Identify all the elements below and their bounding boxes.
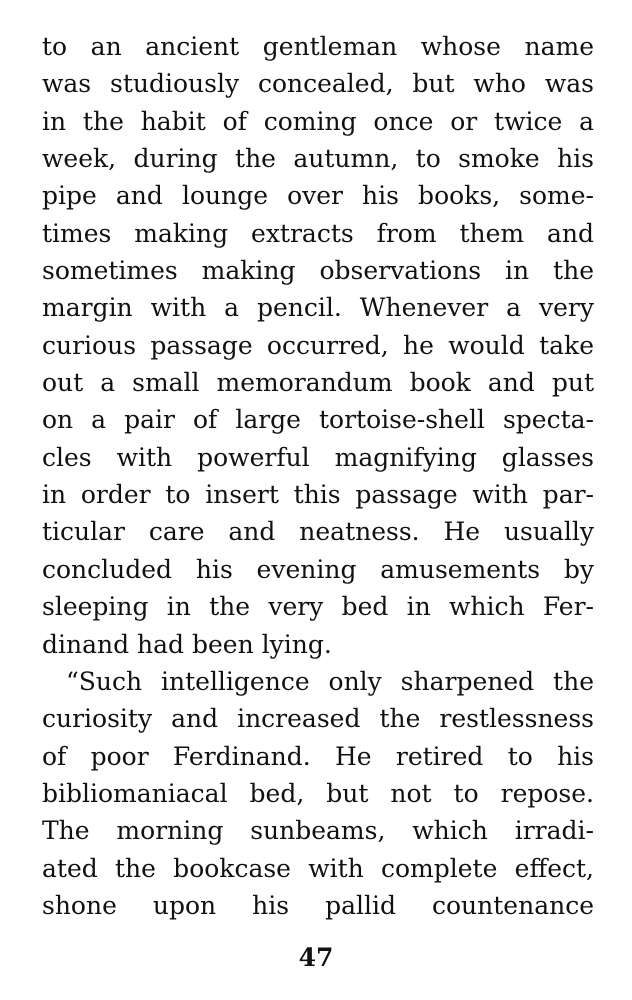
paragraph-end-line: dinand had been lying. (42, 629, 332, 659)
text-line: times making extracts from them and (42, 218, 594, 248)
text-line: sometimes making observations in the (42, 256, 594, 286)
text-line: out a small memorandum book and put (42, 368, 594, 398)
text-line: concluded his evening amusements by (42, 554, 594, 584)
text-line: cles with powerful magnifying glasses (42, 442, 594, 472)
text-line: shone upon his pallid countenance (42, 890, 594, 920)
text-line: curious passage occurred, he would take (42, 330, 594, 360)
text-line: pipe and lounge over his books, some- (42, 181, 594, 211)
text-line: The morning sunbeams, which irradi- (42, 816, 594, 846)
text-line: ticular care and neatness. He usually (42, 517, 594, 547)
page-number: 47 (298, 943, 334, 972)
text-line: of poor Ferdinand. He retired to his (42, 741, 594, 771)
text-line: on a pair of large tortoise-shell specta- (42, 405, 594, 435)
text-line: week, during the autumn, to smoke his (42, 144, 594, 174)
text-line: sleeping in the very bed in which Fer- (42, 592, 594, 622)
text-line: to an ancient gentleman whose name (42, 32, 594, 61)
text-line: curiosity and increased the restlessness (42, 704, 594, 734)
body-text (42, 28, 594, 924)
text-line: in order to insert this passage with par- (42, 480, 594, 510)
text-line: ated the bookcase with complete effect, (42, 853, 594, 883)
text-line: in the habit of coming once or twice a (42, 106, 594, 136)
paragraph-start-line: “Such intelligence only sharpened the (66, 666, 594, 696)
text-line: was studiously concealed, but who was (42, 69, 594, 99)
text-line: bibliomaniacal bed, but not to repose. (42, 778, 594, 808)
text-line: margin with a pencil. Whenever a very (42, 293, 594, 323)
